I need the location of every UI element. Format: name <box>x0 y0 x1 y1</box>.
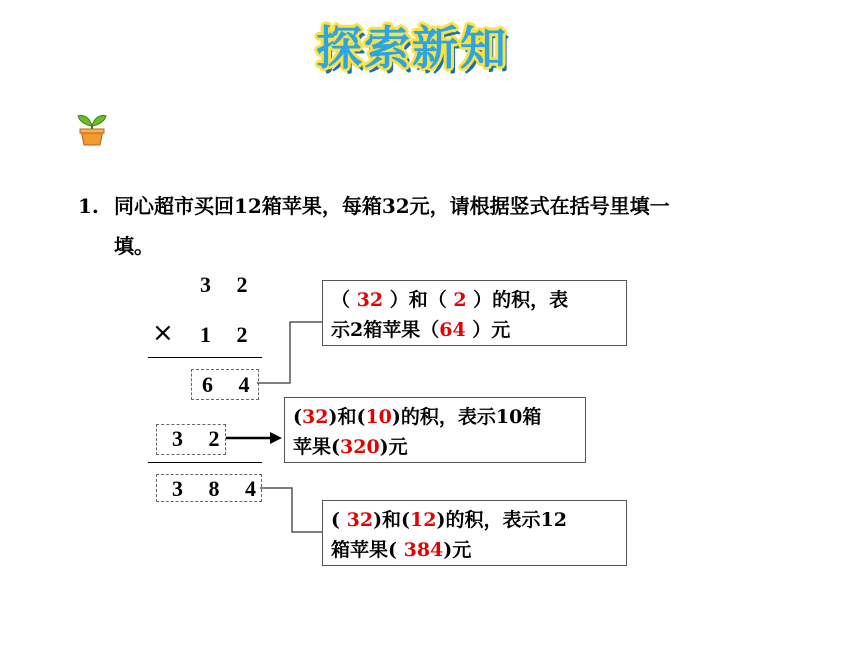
box3-text: )的积，表示12 <box>436 509 567 531</box>
box2-answer-b: 10 <box>365 406 392 428</box>
box2-text: )元 <box>379 436 408 458</box>
explanation-box-2 <box>284 397 586 463</box>
section-title: 探索新知 <box>316 21 508 75</box>
box3-answer-b: 12 <box>410 509 437 531</box>
box3-text: 箱苹果( <box>331 539 404 561</box>
problem-line1: 同心超市买回12箱苹果，每箱32元，请根据竖式在括号里填一 <box>114 194 670 218</box>
box1-text: ）的积，表 <box>466 289 569 311</box>
box1-answer-c: 64 <box>439 319 466 341</box>
box2-text: ( <box>293 406 302 428</box>
box2-text: )和( <box>328 406 366 428</box>
box2-text: )的积，表示10箱 <box>391 406 542 428</box>
partial-product-2: 3 2 <box>172 426 230 451</box>
box1-text: 示2箱苹果（ <box>331 319 440 341</box>
box3-text: ( <box>331 509 347 531</box>
box3-text: )元 <box>443 539 472 561</box>
final-product: 3 8 4 <box>172 476 266 501</box>
box1-answer-b: 2 <box>453 289 467 311</box>
problem-line2: 填。 <box>114 234 154 258</box>
box1-text: （ <box>331 289 357 311</box>
box3-answer-a: 32 <box>346 509 374 531</box>
box2-answer-c: 320 <box>340 436 380 458</box>
multiply-sign: × <box>152 318 174 348</box>
multiplier: 1 2 <box>200 322 258 347</box>
box1-text: ）元 <box>465 319 511 341</box>
box2-text: 苹果( <box>293 436 340 458</box>
box2-answer-a: 32 <box>302 406 329 428</box>
problem-number: 1. <box>78 194 99 218</box>
box1-answer-a: 32 <box>356 289 384 311</box>
box3-answer-c: 384 <box>403 539 444 561</box>
box3-text: )和( <box>373 509 411 531</box>
explanation-box-1 <box>322 280 627 346</box>
multiplicand: 3 2 <box>200 272 258 297</box>
explanation-box-3 <box>322 500 627 566</box>
box1-text: ）和（ <box>383 289 454 311</box>
partial-product-1: 6 4 <box>202 372 260 397</box>
